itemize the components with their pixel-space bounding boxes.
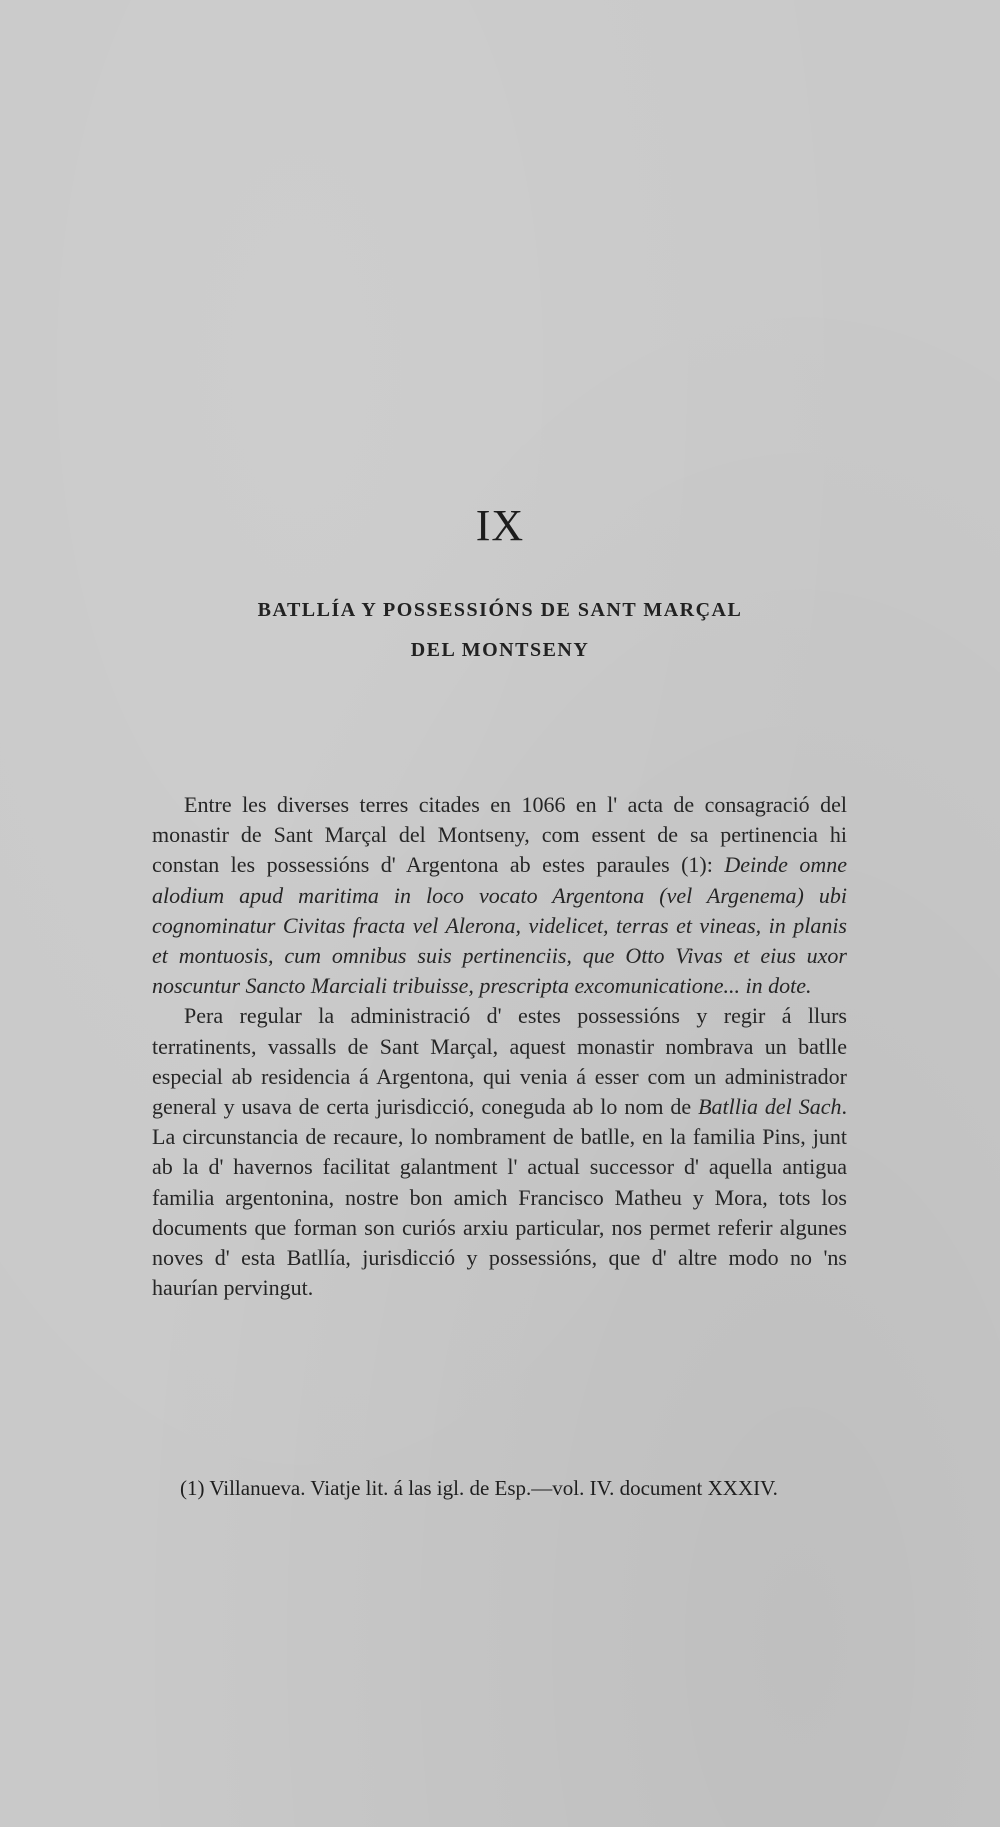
paragraph-2 xyxy=(152,1001,847,1303)
chapter-title xyxy=(0,590,1000,670)
paragraph-2-text-end: . La circunstancia de recaure, lo nombrament de batlle, en la familia Pins, junt ab la d' havernos facilitat galantment l' actual successor d' aquella antigua familia argentonina, nostre bon amich Francisco Matheu y Mora, tots los documents que forman son curiós arxiu particular, nos permet referir algunes noves d' esta Batllía, jurisdicció y possessións, que d' altre modo no 'ns haurían pervingut. xyxy=(152,1094,848,1301)
paragraph-1-text: Entre les diverses terres citades en 1066 en l' acta de consagració del monastir de Sant Marçal del Montseny, com essent de sa pertinencia hi constan les possessións d' Argentona ab estes paraules (1): xyxy=(152,792,847,878)
chapter-title-line-2: DEL MONTSENY xyxy=(410,639,590,661)
body-text xyxy=(152,790,847,1303)
footnote xyxy=(150,1473,850,1503)
footnote-text: (1) Villanueva. Viatje lit. á las igl. de Esp.—vol. IV. document XXXIV. xyxy=(180,1476,778,1500)
paragraph-2-text-start: Pera regular la administració d' estes possessións y regir á llurs terratinents, vassalls de Sant Marçal, aquest monastir nombrava un batlle especial ab residencia á Argentona, qui venia á esser com un administrador general y usava de certa jurisdicció, coneguda ab lo nom de xyxy=(152,1003,847,1120)
chapter-number: IX xyxy=(475,501,525,550)
batllia-name: Batllia del Sach xyxy=(698,1094,842,1120)
latin-quotation: Deinde omne alodium apud maritima in loco vocato Argentona (vel Argenema) ubi cognominatur Civitas fracta vel Alerona, videlicet, terras et vineas, in planis et montuosis, cum omnibus suis pertinenciis, que Otto Vivas et eius uxor noscuntur Sancto Marciali tribuisse, prescripta excomunicatione... in dote. xyxy=(152,852,847,999)
chapter-title-line-1: BATLLÍA Y POSSESSIÓNS DE SANT MARÇAL xyxy=(257,599,743,621)
paragraph-1 xyxy=(152,790,847,1001)
